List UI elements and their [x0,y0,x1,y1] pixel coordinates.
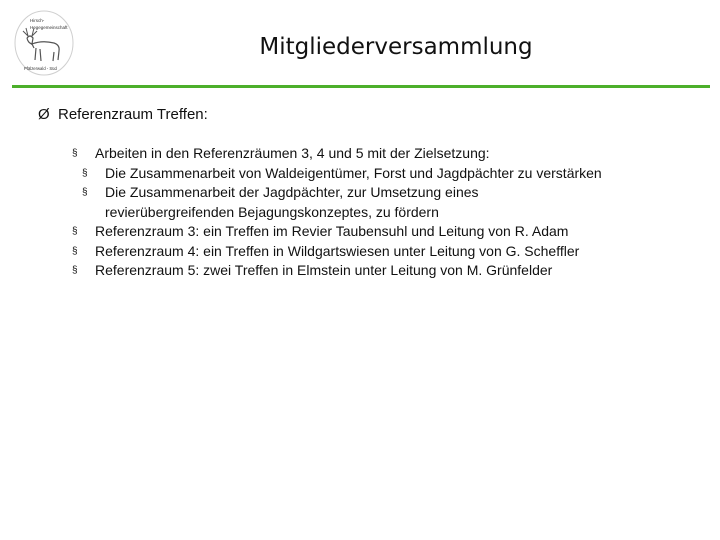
list-item-text: Arbeiten in den Referenzräumen 3, 4 und 5 mit der Zielsetzung: [95,145,490,161]
title-divider [12,85,710,88]
sub-list-item [82,183,602,222]
list-item-text: Referenzraum 5: zwei Treffen in Elmstein unter Leitung von M. Grünfelder [95,262,553,278]
list-item [72,242,602,262]
section-bullet-icon: § [72,245,78,257]
sub-list [82,164,602,223]
arrow-bullet-icon: Ø [38,106,50,123]
section-bullet-icon: § [72,148,78,159]
sub-list-item-text: Die Zusammenarbeit von Waldeigentümer, Forst und Jagdpächter zu verstärken [105,164,602,181]
section-bullet-icon: § [82,167,88,179]
list-item [72,222,602,242]
sub-list-item [82,164,602,184]
logo [14,10,74,76]
list-item-text: Referenzraum 4: ein Treffen in Wildgartswiesen unter Leitung von G. Scheffler [95,242,580,259]
section-heading [38,106,208,123]
section-bullet-icon: § [82,187,88,198]
sub-list-item-text-continued: revierübergreifenden Bejagungskonzeptes, zu fördern [105,203,439,220]
section-bullet-icon: § [72,226,78,237]
section-heading-text: Referenzraum Treffen: [58,106,208,123]
sub-list-item-text: Die Zusammenarbeit der Jagdpächter, zur Umsetzung eines [105,184,479,200]
svg-text:Pfälzerwald - Süd: Pfälzerwald - Süd [24,66,57,71]
list-item-text: Referenzraum 3: ein Treffen im Revier Taubensuhl und Leitung von R. Adam [95,223,569,239]
page-title: Mitgliederversammlung [259,34,533,60]
svg-text:Hirsch-: Hirsch- [30,18,45,23]
section-bullet-icon: § [72,265,78,276]
list-item [72,144,602,164]
svg-text:Hegegemeinschaft: Hegegemeinschaft [30,25,68,30]
bullet-list [72,144,602,281]
deer-logo-icon [14,10,74,76]
list-item [72,261,602,281]
